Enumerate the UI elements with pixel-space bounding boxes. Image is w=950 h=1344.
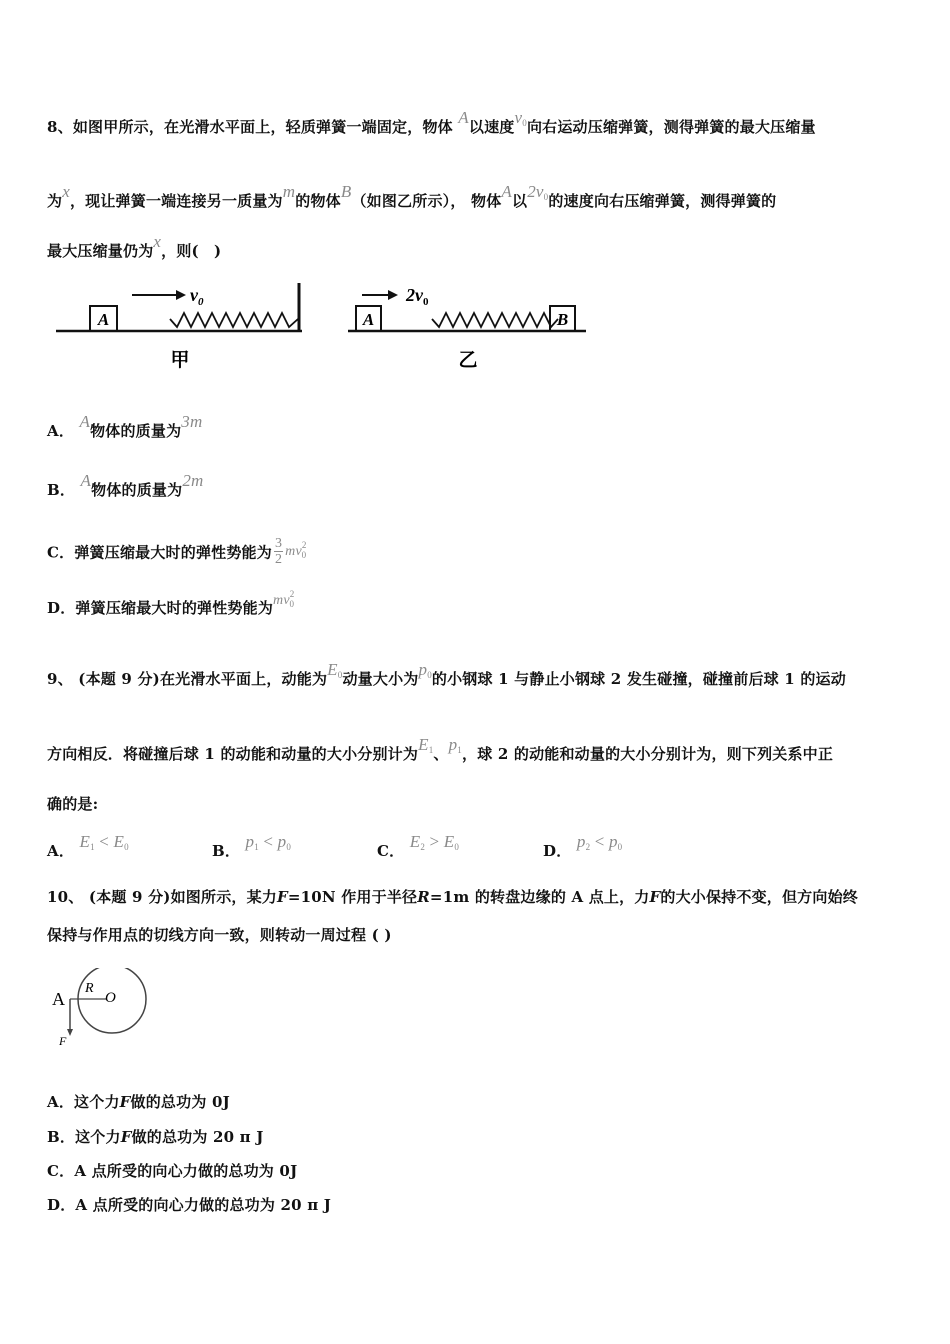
math-symbol: $v_0$ [514, 108, 527, 128]
q9-line-1: 9、 (本题 9 分)在光滑水平面上，动能为$E_0$动量大小为$p_0$的小钢球 1 与静止小钢球 2 发生碰撞，碰撞前后球 1 的运动 [47, 660, 846, 688]
math-symbol: $p_1 < p_0$ [245, 832, 292, 852]
radius-label: R [85, 981, 94, 996]
math-symbol: A [79, 412, 91, 431]
q10-line-2: 保持与作用点的切线方向一致，则转动一周过程 ( ) [47, 926, 392, 944]
q9-option-c: C． $E_2 > E_0$ [377, 832, 460, 860]
figure-label-yi: 乙 [458, 350, 478, 371]
figure-label-jia: 甲 [170, 350, 190, 371]
math-symbol: $E_1 < E_0$ [79, 832, 129, 852]
point-a-label: A [52, 989, 65, 1009]
math-symbol: $E_2 > E_0$ [409, 832, 460, 852]
math-symbol: 3m [181, 412, 203, 431]
q9-option-d: D． $p_2 < p_0$ [543, 832, 623, 860]
velocity-label: $v_0$ [190, 285, 204, 308]
velocity-label: $2v_0$ [406, 285, 429, 308]
block-a-label: A [362, 310, 375, 329]
math-symbol: $p_2 < p_0$ [576, 832, 623, 852]
arrow-head [388, 290, 398, 300]
center-label: O [105, 990, 116, 1006]
fraction: $\frac{3}{2}$ [274, 536, 283, 567]
q9-line-3: 确的是: [47, 795, 99, 813]
math-symbol: $p_0$ [418, 660, 432, 680]
spring [170, 313, 298, 327]
math-symbol: A [458, 108, 469, 127]
q8-option-c: C．弹簧压缩最大时的弹性势能为 $\frac{3}{2}$ $mv^2_0$ [47, 536, 307, 567]
math-symbol: A [501, 182, 512, 201]
q8-line-3: 最大压缩量仍为x，则( ) [47, 232, 222, 260]
math-symbol: $mv^2_0$ [285, 539, 307, 560]
figure-yi [348, 285, 586, 371]
figure-jia [56, 283, 302, 371]
q8-figure [50, 275, 650, 375]
math-symbol: x [153, 232, 162, 251]
block-a-label: A [97, 310, 110, 329]
math-symbol: m [282, 182, 296, 201]
q8-number: 8、 [47, 118, 73, 136]
q9-option-b: B． $p_1 < p_0$ [212, 832, 292, 860]
q10-option-a: A．这个力F做的总功为 0J [47, 1093, 230, 1111]
q8-option-d: D．弹簧压缩最大时的弹性势能为$mv^2_0$ [47, 589, 295, 617]
q10-line-1: 10、 (本题 9 分)如图所示，某力F=10N 作用于半径R=1m 的转盘边缘的 A 点上，力F的大小保持不变，但方向始终 [47, 888, 858, 906]
math-symbol: $E_0$ [327, 660, 343, 680]
math-symbol: 2m [182, 471, 204, 490]
q9-options [47, 832, 747, 864]
arrow-head [176, 290, 186, 300]
q8-option-b: B． A物体的质量为2m [47, 471, 204, 499]
math-symbol: $p_1$ [448, 735, 462, 755]
force-label: F [59, 1034, 67, 1048]
math-symbol: A [80, 471, 92, 490]
math-symbol: x [62, 182, 70, 201]
block-b-label: B [556, 310, 569, 329]
q10-option-b: B．这个力F做的总功为 20 π J [47, 1128, 264, 1146]
q8-line-1: 8、如图甲所示，在光滑水平面上，轻质弹簧一端固定，物体 A以速度$v_0$向右运动压缩弹簧，测得弹簧的最大压缩量 [47, 108, 816, 136]
q8-line-2: 为x，现让弹簧一端连接另一质量为m的物体B（如图乙所示）， 物体A以$2v_0$的速度向右压缩弹簧，测得弹簧的 [47, 182, 777, 210]
math-symbol: B [340, 182, 352, 201]
arrow-head [67, 1029, 73, 1036]
math-symbol: $mv^2_0$ [273, 589, 295, 609]
q10-option-c: C．A 点所受的向心力做的总功为 0J [47, 1162, 298, 1180]
q9-option-a: A． $E_1 < E_0$ [47, 832, 129, 860]
math-symbol: $2v_0$ [527, 182, 549, 202]
spring [432, 313, 558, 327]
q9-number: 9、 [47, 670, 73, 688]
q8-option-a: A． A物体的质量为3m [47, 412, 203, 440]
q10-option-d: D．A 点所受的向心力做的总功为 20 π J [47, 1196, 332, 1214]
q10-number: 10、 [47, 888, 84, 906]
q9-line-2: 方向相反．将碰撞后球 1 的动能和动量的大小分别计为$E_1$、$p_1$，球 2 的动能和动量的大小分别计为，则下列关系中正 [47, 735, 834, 763]
q10-figure [48, 968, 168, 1048]
math-symbol: $E_1$ [418, 735, 434, 755]
